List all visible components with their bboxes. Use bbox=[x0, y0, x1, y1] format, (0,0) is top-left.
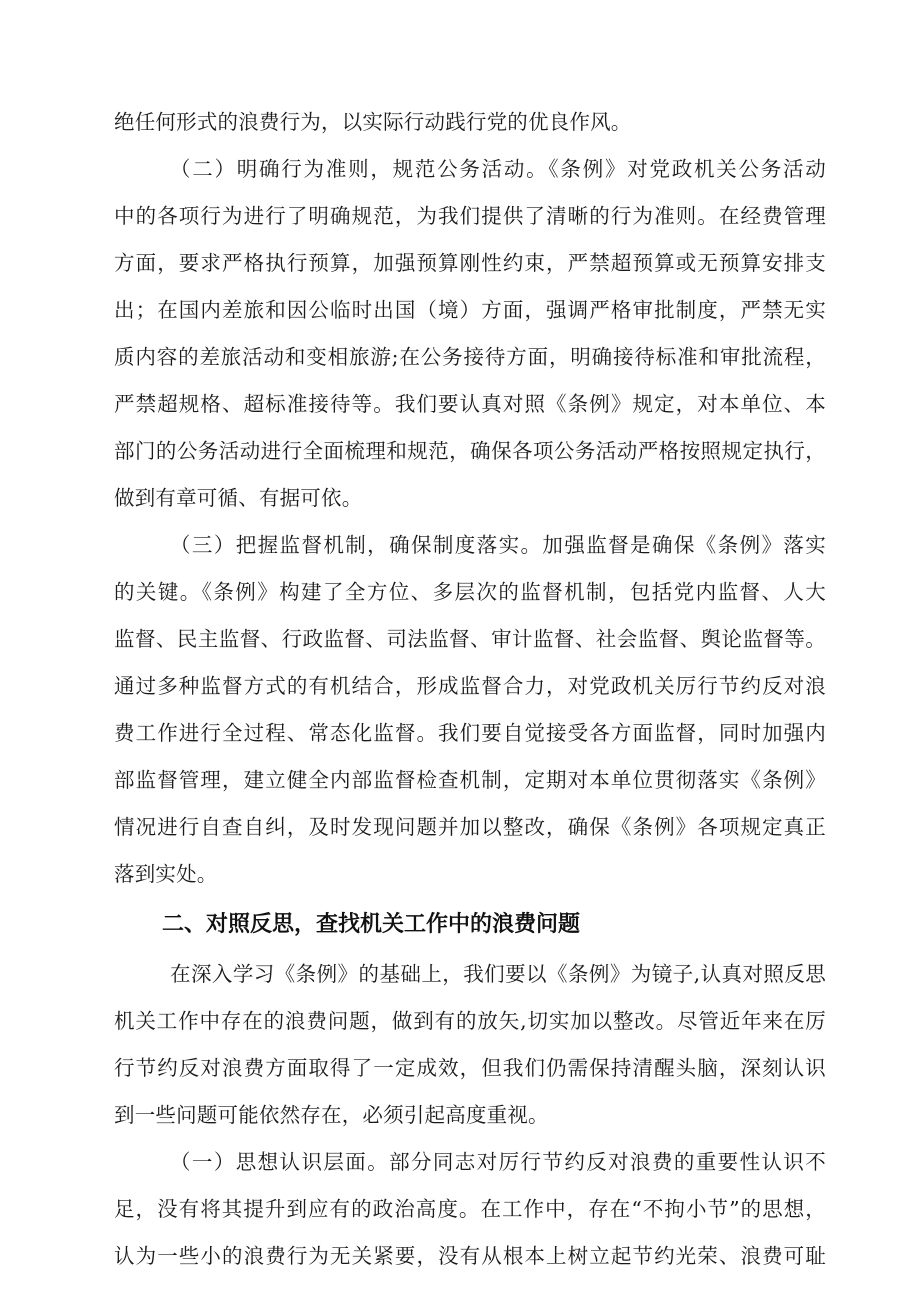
text-line: 认为一些小的浪费行为无关紧要，没有从根本上树立起节约光荣、浪费可耻 bbox=[114, 1244, 826, 1268]
text-line: 监督、民主监督、行政监督、司法监督、审计监督、社会监督、舆论监督等。 bbox=[114, 627, 826, 651]
text-line: 的关键。《条例》构建了全方位、多层次的监督机制，包括党内监督、人大 bbox=[114, 580, 826, 604]
text-line: 行节约反对浪费方面取得了一定成效，但我们仍需保持清醒头脑，深刻认识 bbox=[114, 1056, 826, 1080]
text-line: 绝任何形式的浪费行为，以实际行动践行党的优良作风。 bbox=[114, 110, 632, 134]
text-line: 严禁超规格、超标准接待等。我们要认真对照《条例》规定，对本单位、本 bbox=[114, 392, 826, 416]
text-line: 部监督管理，建立健全内部监督检查机制，定期对本单位贯彻落实《条例》 bbox=[114, 768, 826, 792]
text-line: 机关工作中存在的浪费问题，做到有的放矢,切实加以整改。尽管近年来在厉 bbox=[114, 1009, 826, 1033]
text-line: 中的各项行为进行了明确规范，为我们提供了清晰的行为准则。在经费管理 bbox=[114, 204, 826, 228]
text-line: （三）把握监督机制，确保制度落实。加强监督是确保《条例》落实 bbox=[170, 533, 826, 557]
paragraph-3 bbox=[114, 951, 826, 1139]
document-page bbox=[114, 99, 826, 1280]
text-line: 费工作进行全过程、常态化监督。我们要自觉接受各方面监督，同时加强内 bbox=[114, 721, 826, 745]
paragraph-2 bbox=[114, 522, 826, 898]
text-line: 通过多种监督方式的有机结合，形成监督合力，对党政机关厉行节约反对浪 bbox=[114, 674, 826, 698]
text-line: （一）思想认识层面。部分同志对厉行节约反对浪费的重要性认识不 bbox=[170, 1150, 826, 1174]
text-line: 部门的公务活动进行全面梳理和规范，确保各项公务活动严格按照规定执行， bbox=[114, 439, 826, 463]
paragraph-4 bbox=[114, 1139, 826, 1280]
text-line: 足，没有将其提升到应有的政治高度。在工作中，存在“不拘小节”的思想， bbox=[114, 1197, 826, 1221]
paragraph-1 bbox=[114, 146, 826, 522]
paragraph-0 bbox=[114, 99, 826, 146]
text-line: 做到有章可循、有据可依。 bbox=[114, 486, 363, 510]
text-line: 方面，要求严格执行预算，加强预算刚性约束，严禁超预算或无预算安排支 bbox=[114, 251, 826, 275]
text-line: 质内容的差旅活动和变相旅游;在公务接待方面，明确接待标准和审批流程， bbox=[114, 345, 826, 369]
text-line: （二）明确行为准则，规范公务活动。《条例》对党政机关公务活动 bbox=[170, 157, 826, 181]
text-line: 情况进行自查自纠，及时发现问题并加以整改，确保《条例》各项规定真正 bbox=[114, 815, 826, 839]
text-line: 出；在国内差旅和因公临时出国（境）方面，强调严格审批制度，严禁无实 bbox=[114, 298, 826, 322]
text-line: 在深入学习《条例》的基础上，我们要以《条例》为镜子,认真对照反思 bbox=[170, 962, 826, 986]
text-line: 落到实处。 bbox=[114, 862, 218, 886]
section-heading: 二、对照反思，查找机关工作中的浪费问题 bbox=[162, 912, 581, 937]
text-line: 到一些问题可能依然存在，必须引起高度重视。 bbox=[114, 1103, 549, 1127]
